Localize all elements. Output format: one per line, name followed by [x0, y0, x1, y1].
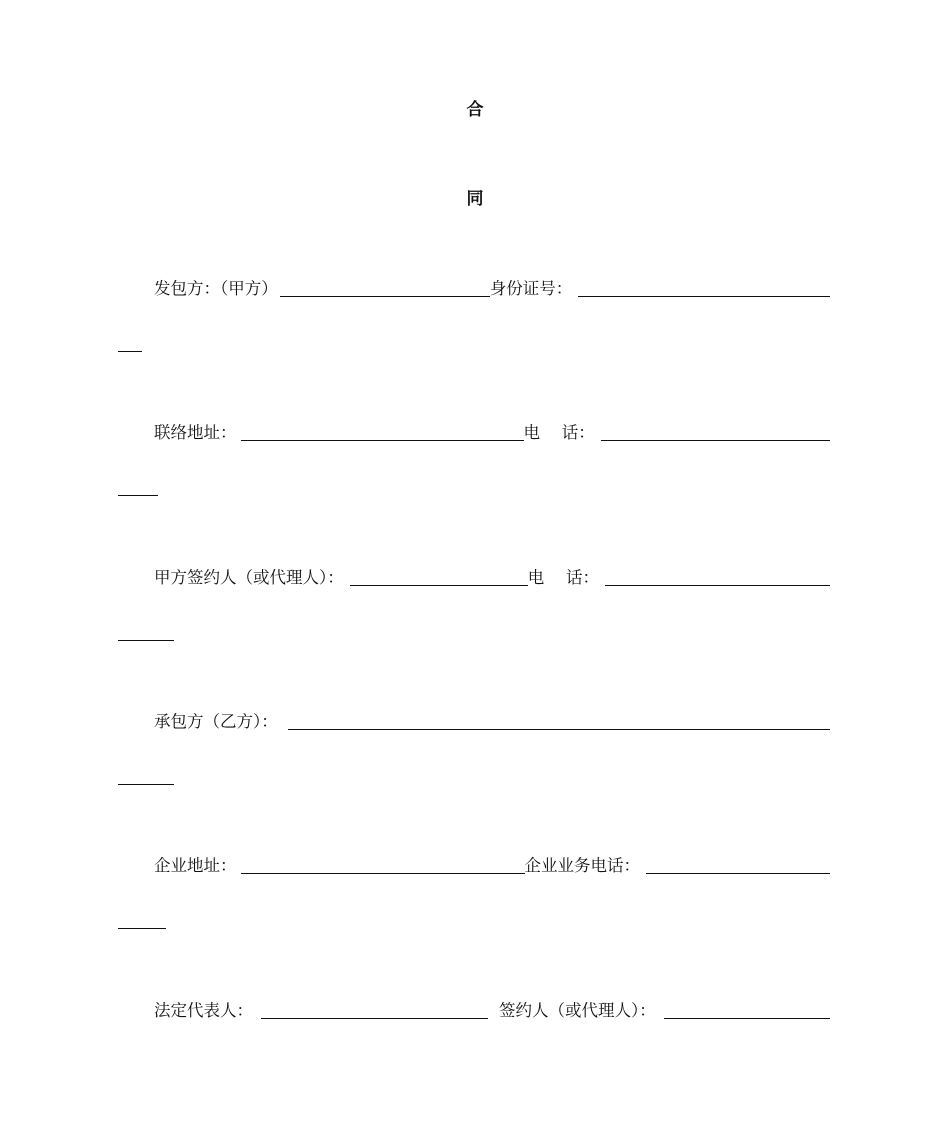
id-number-blank[interactable]	[578, 296, 830, 297]
phone-blank-2[interactable]	[605, 585, 830, 586]
business-phone-label: 企业业务电话：	[524, 856, 640, 875]
id-number-blank-continued[interactable]	[118, 351, 142, 352]
company-address-line	[154, 856, 830, 876]
employer-label: 发包方：（甲方）	[154, 279, 278, 298]
legal-representative-label: 法定代表人：	[154, 1001, 253, 1020]
phone-label-1: 电 话：	[523, 423, 595, 442]
business-phone-blank[interactable]	[646, 873, 830, 874]
employer-signatory-line	[154, 568, 830, 588]
legal-representative-blank[interactable]	[261, 1018, 488, 1019]
title-char-2: 同	[466, 189, 484, 209]
contact-address-line	[154, 423, 830, 443]
phone-blank-1[interactable]	[601, 440, 830, 441]
business-phone-blank-continued[interactable]	[118, 928, 166, 929]
employer-name-blank[interactable]	[280, 296, 490, 297]
company-address-label: 企业地址：	[154, 856, 237, 875]
employer-signatory-label: 甲方签约人（或代理人）：	[154, 568, 344, 587]
id-number-label: 身份证号：	[489, 279, 573, 298]
title-char-1: 合	[466, 100, 484, 120]
contact-address-blank[interactable]	[241, 440, 524, 441]
employer-signatory-blank[interactable]	[350, 585, 528, 586]
contractor-signatory-blank[interactable]	[664, 1018, 830, 1019]
legal-representative-line	[154, 1001, 830, 1021]
phone-blank-2-continued[interactable]	[118, 640, 174, 641]
contractor-name-blank-continued[interactable]	[118, 784, 174, 785]
contractor-signatory-label: 签约人（或代理人）：	[499, 1001, 656, 1020]
phone-label-2: 电 话：	[527, 568, 599, 587]
phone-blank-1-continued[interactable]	[118, 495, 158, 496]
contractor-line	[154, 712, 830, 732]
employer-line	[154, 279, 830, 299]
contact-address-label: 联络地址：	[154, 423, 237, 442]
company-address-blank[interactable]	[241, 873, 525, 874]
contractor-name-blank[interactable]	[288, 729, 830, 730]
contractor-label: 承包方（乙方）：	[154, 712, 278, 731]
